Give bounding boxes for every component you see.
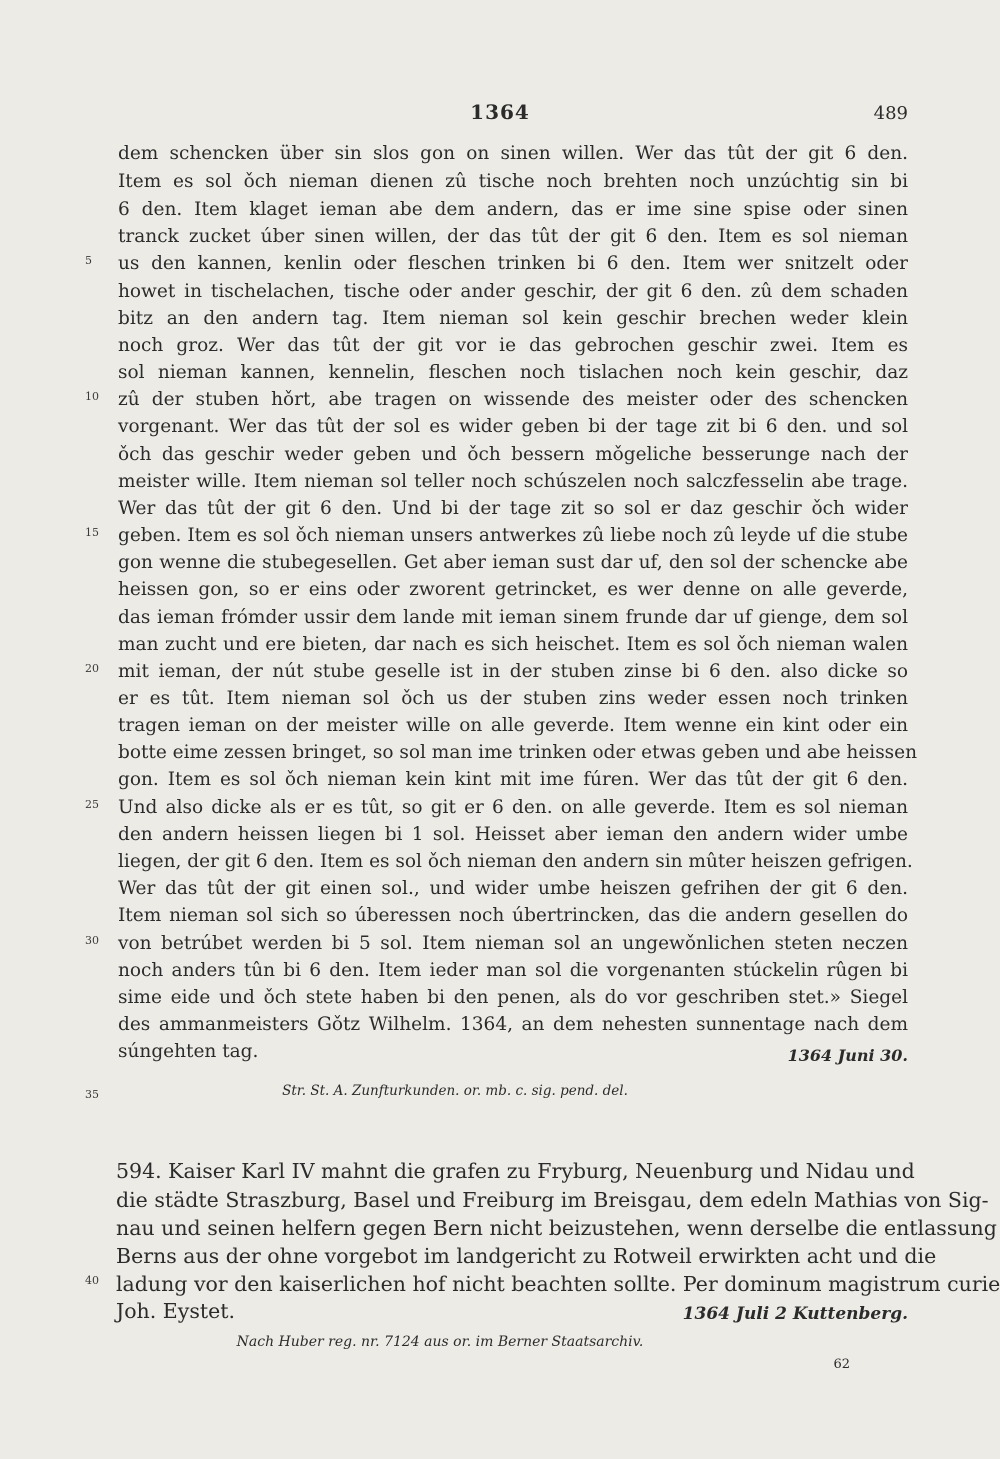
text-line: tranck zucket úber sinen willen, der das tût der git 6 den. Item es sol nieman: [118, 226, 908, 247]
text-line: Und also dicke als er es tût, so git er 6 den. on alle geverde. Item es sol nieman: [118, 797, 908, 818]
text-line: Item es sol ǒch nieman dienen zû tische noch brehten noch unzúchtig sin bi: [118, 171, 908, 192]
line-number: 20: [85, 662, 99, 675]
entry-594-date: 1364 Juli 2 Kuttenberg.: [682, 1304, 908, 1324]
text-line: 6 den. Item klaget ieman abe dem andern, das er ime sine spise oder sinen: [118, 199, 908, 220]
text-line: heissen gon, so er eins oder zworent getrincket, es wer denne on alle geverde,: [118, 579, 908, 600]
text-line: gon. Item es sol ǒch nieman kein kint mit ime fúren. Wer das tût der git 6 den.: [118, 769, 908, 790]
entry-594-line: 594. Kaiser Karl IV mahnt die grafen zu Fryburg, Neuenburg und Nidau und: [116, 1159, 915, 1183]
line-number: 5: [85, 254, 92, 267]
line-number: 40: [85, 1274, 99, 1287]
text-line: us den kannen, kenlin oder fleschen trinken bi 6 den. Item wer snitzelt oder: [118, 253, 908, 274]
text-line: súngehten tag.: [118, 1041, 259, 1062]
text-line: vorgenant. Wer das tût der sol es wider geben bi der tage zit bi 6 den. und sol: [118, 416, 908, 437]
entry-594-source: Nach Huber reg. nr. 7124 aus or. im Berner Staatsarchiv.: [236, 1334, 644, 1350]
text-line: gon wenne die stubegesellen. Get aber ieman sust dar uf, den sol der schencke abe: [118, 552, 908, 573]
source-citation: Str. St. A. Zunfturkunden. or. mb. c. sig. pend. del.: [282, 1083, 628, 1099]
line-number: 30: [85, 934, 99, 947]
text-line: das ieman frómder ussir dem lande mit ieman sinem frunde dar uf gienge, dem sol: [118, 607, 908, 628]
text-line: Wer das tût der git einen sol., und wider umbe heiszen gefrihen der git 6 den.: [118, 878, 908, 899]
line-number: 15: [85, 526, 99, 539]
entry-594-line: die städte Straszburg, Basel und Freiburg im Breisgau, dem edeln Mathias von Sig-: [116, 1188, 989, 1212]
text-line: von betrúbet werden bi 5 sol. Item nieman sol an ungewǒnlichen steten neczen: [118, 933, 908, 954]
text-line: liegen, der git 6 den. Item es sol ǒch nieman den andern sin mûter heiszen gefrigen.: [118, 851, 913, 872]
entry-594-line: ladung vor den kaiserlichen hof nicht beachten sollte. Per dominum magistrum curie: [116, 1272, 1000, 1296]
text-line: noch anders tûn bi 6 den. Item ieder man sol die vorgenanten stúckelin rûgen bi: [118, 960, 908, 981]
text-line: mit ieman, der nút stube geselle ist in der stuben zinse bi 6 den. also dicke so: [118, 661, 908, 682]
text-line: er es tût. Item nieman sol ǒch us der stuben zins weder essen noch trinken: [118, 688, 908, 709]
text-line: des ammanmeisters Gǒtz Wilhelm. 1364, an dem nehesten sunnentage nach dem: [118, 1014, 908, 1035]
entry-594-line: nau und seinen helfern gegen Bern nicht beizustehen, wenn derselbe die entlassung: [116, 1216, 997, 1240]
text-line: sime eide und ǒch stete haben bi den penen, als do vor geschriben stet.» Siegel: [118, 987, 908, 1008]
text-line: tragen ieman on der meister wille on alle geverde. Item wenne ein kint oder ein: [118, 715, 908, 736]
entry-594-line: Joh. Eystet.: [116, 1299, 235, 1323]
text-line: bitz an den andern tag. Item nieman sol kein geschir brechen weder klein: [118, 308, 908, 329]
line-number: 35: [85, 1088, 99, 1101]
text-line: howet in tischelachen, tische oder ander geschir, der git 6 den. zû dem schaden: [118, 281, 908, 302]
line-number: 25: [85, 798, 99, 811]
text-line: man zucht und ere bieten, dar nach es sich heischet. Item es sol ǒch nieman walen: [118, 634, 908, 655]
text-line: meister wille. Item nieman sol teller noch schúszelen noch salczfesselin abe trage.: [118, 471, 908, 492]
text-line: botte eime zessen bringet, so sol man ime trinken oder etwas geben und abe heissen: [118, 742, 918, 763]
text-line: geben. Item es sol ǒch nieman unsers antwerkes zû liebe noch zû leyde uf die stube: [118, 525, 908, 546]
text-line: noch groz. Wer das tût der git vor ie das gebrochen geschir zwei. Item es: [118, 335, 908, 356]
text-line: ǒch das geschir weder geben und ǒch bessern mǒgeliche besserunge nach der: [118, 444, 908, 465]
entry-date: 1364 Juni 30.: [787, 1046, 908, 1065]
text-line: dem schencken über sin slos gon on sinen willen. Wer das tût der git 6 den.: [118, 143, 908, 164]
page-number: 489: [873, 103, 908, 124]
text-line: den andern heissen liegen bi 1 sol. Heisset aber ieman den andern wider umbe: [118, 824, 908, 845]
text-line: sol nieman kannen, kennelin, fleschen noch tislachen noch kein geschir, daz: [118, 362, 908, 383]
text-line: Wer das tût der git 6 den. Und bi der tage zit so sol er daz geschir ǒch wider: [118, 498, 908, 519]
signature-mark: 62: [833, 1357, 850, 1372]
line-number: 10: [85, 390, 99, 403]
text-line: zû der stuben hǒrt, abe tragen on wissende des meister oder des schencken: [118, 389, 908, 410]
running-header-year: 1364: [470, 100, 530, 124]
entry-594-line: Berns aus der ohne vorgebot im landgericht zu Rotweil erwirkten acht und die: [116, 1244, 937, 1268]
text-line: Item nieman sol sich so úberessen noch úbertrincken, das die andern gesellen do: [118, 905, 908, 926]
